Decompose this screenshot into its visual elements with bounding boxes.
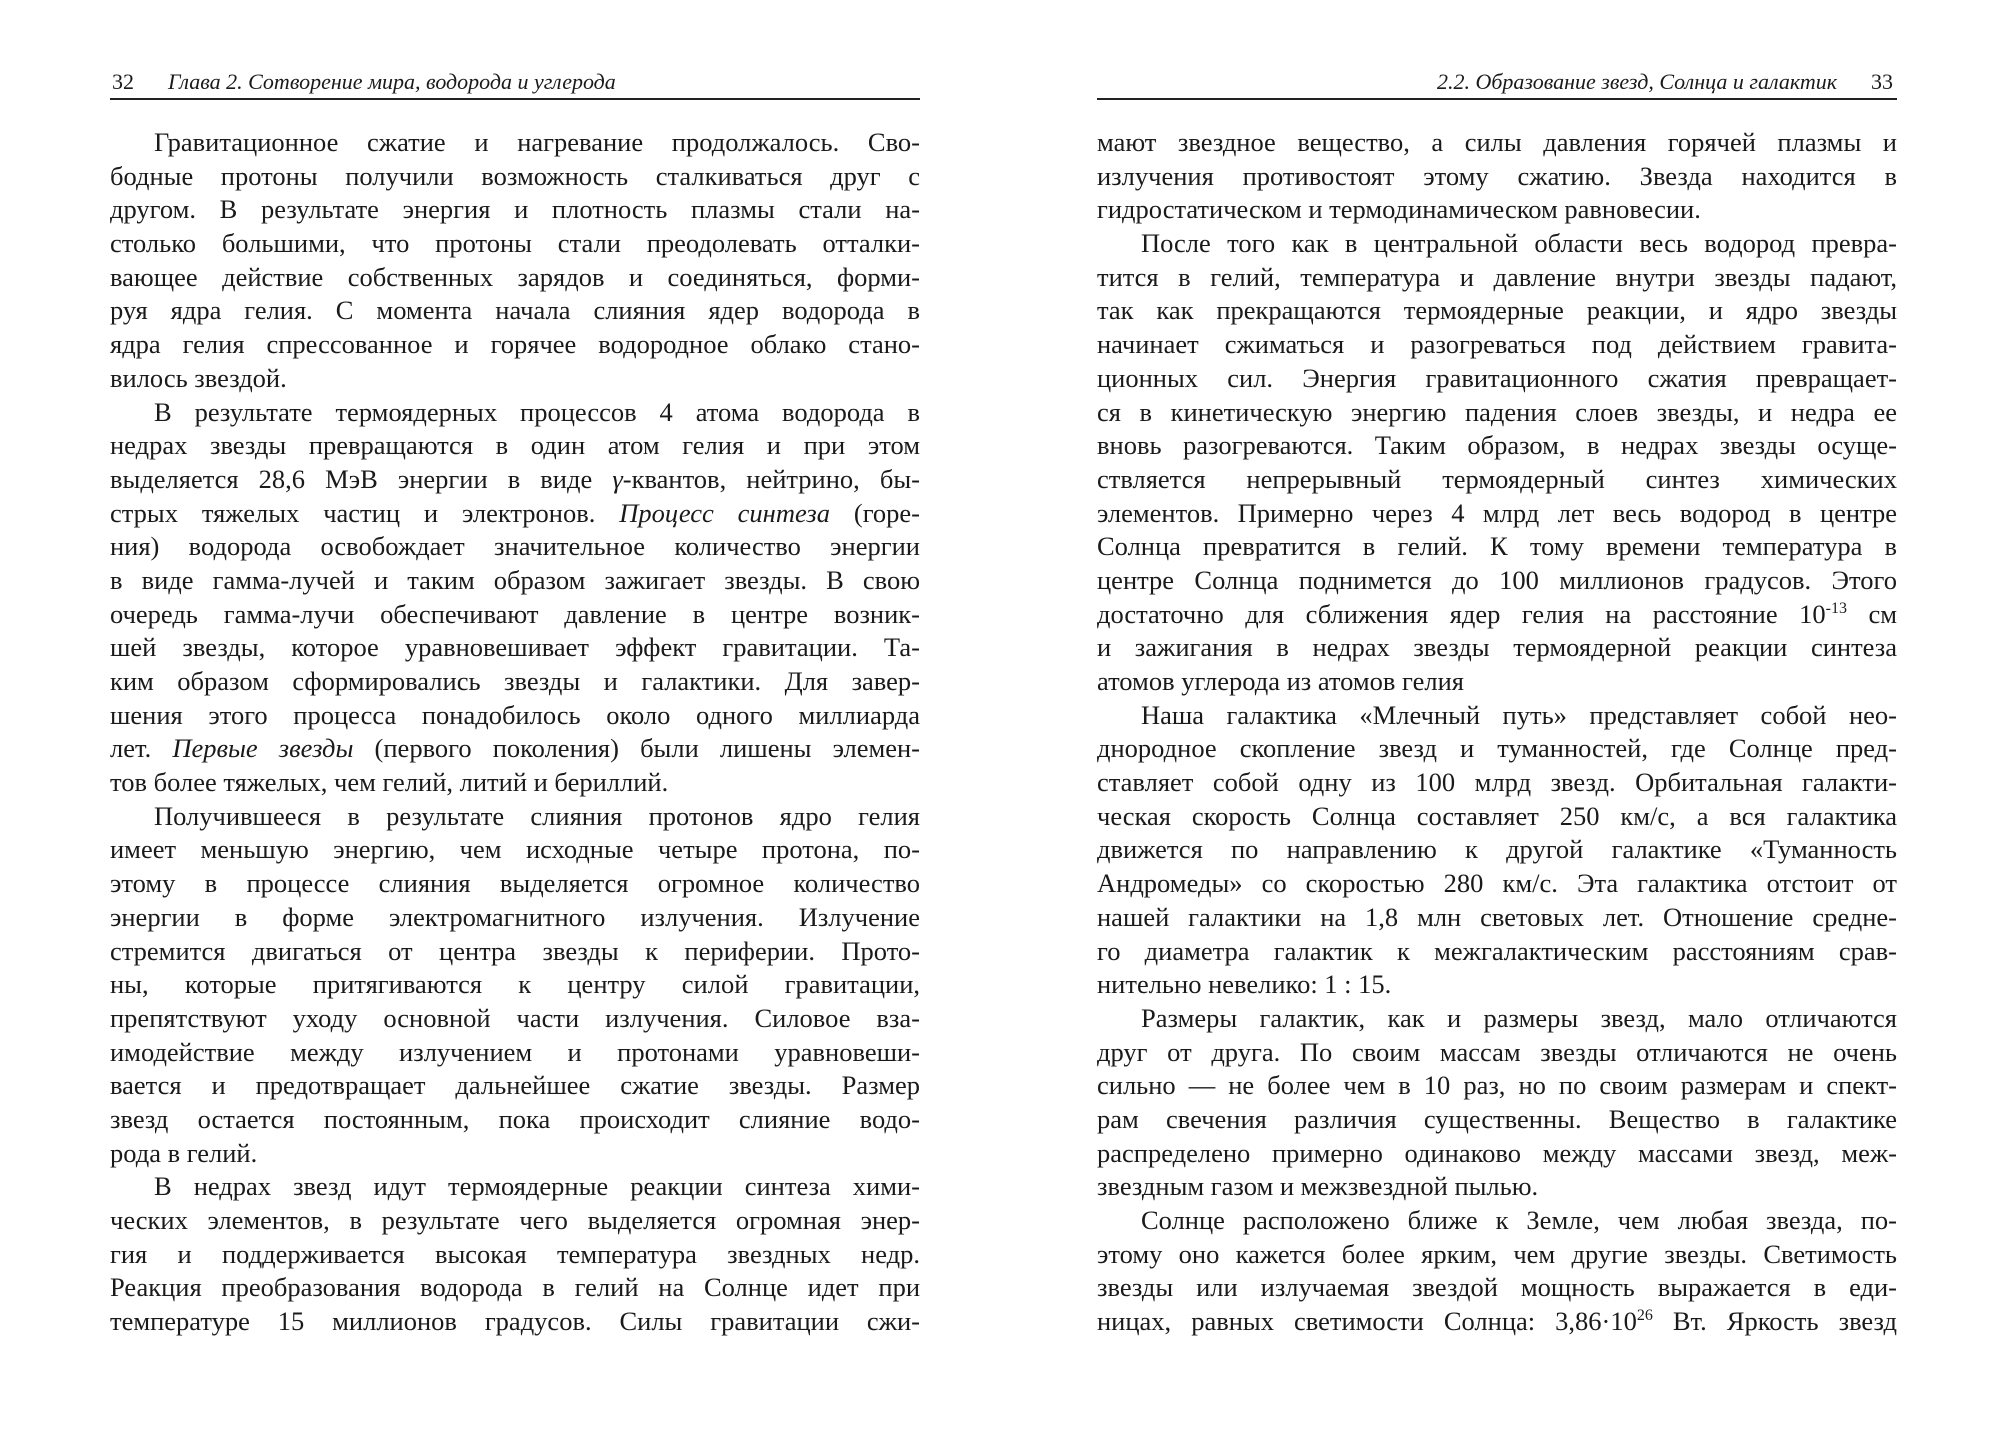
right-page [1000,0,2000,1448]
text-run: тится в гелий, температура и давление внутри звезды падают, [1097,261,1897,292]
text-run: см [1846,598,1897,629]
text-line [1097,732,1897,766]
text-line [1097,1170,1897,1204]
text-run: (горе- [829,497,920,528]
text-run: этому оно кажется более ярким, чем другие звезды. Светимость [1097,1238,1897,1269]
text-run: препятствуют уходу основной части излучения. Силовое вза- [110,1002,920,1033]
text-line [1097,665,1897,699]
text-run: стремится двигаться от центра звезды к периферии. Прото- [110,935,920,966]
text-run: излучения противостоят этому сжатию. Звезда находится в [1097,160,1897,191]
text-run: очередь гамма-лучи обеспечивают давление в центре возник- [110,598,920,629]
text-line [110,1036,920,1070]
text-line [110,294,920,328]
text-run: стрых тяжелых частиц и электронов. [110,497,620,528]
text-line [1097,598,1897,632]
text-line [1097,564,1897,598]
text-line [1097,1137,1897,1171]
text-line [1097,1069,1897,1103]
text-line [1097,530,1897,564]
text-line [110,968,920,1002]
text-line [110,160,920,194]
text-run: звездным газом и межзвездной пылью. [1097,1171,1539,1202]
text-line [110,631,920,665]
text-line [1097,1204,1897,1238]
text-run: звезд остается постоянным, пока происходит слияние водо- [110,1103,920,1134]
text-run: ким образом сформировались звезды и галактики. Для завер- [110,666,920,696]
text-run: днородное скопление звезд и туманностей, где Солнце пред- [1097,733,1897,764]
text-line [110,126,920,160]
text-run: центре Солнца поднимется до 100 миллионов градусов. Этого [1097,564,1897,595]
text-run: имодействие между излучением и протонами уравновеши- [110,1036,920,1067]
text-line [110,328,920,362]
italic-term: Первые звезды [172,733,354,764]
text-run: руя ядра гелия. С момента начала слияния ядер водорода в [110,295,920,326]
text-line [1097,935,1897,969]
text-run: лет. [110,733,173,764]
text-run: ставляет собой одну из 100 млрд звезд. Орбитальная галакти- [1097,767,1897,798]
text-line [110,766,920,800]
text-run: Андромеды» со скоростью 280 км/с. Эта галактика отстоит от [1097,868,1897,899]
text-line [110,800,920,834]
text-run: распределено примерно одинаково между массами звезд, меж- [1097,1137,1897,1168]
text-run: и зажигания в недрах звезды термоядерной реакции синтеза [1097,632,1897,663]
text-run: Получившееся в результате слияния протонов ядро гелия [154,800,920,831]
text-run: сильно — не более чем в 10 раз, но по своим размерам и спект- [1097,1070,1897,1101]
italic-term: γ [612,463,623,494]
text-line [110,530,920,564]
text-run: гия и поддерживается высокая температура звездных недр. [110,1238,920,1269]
page-number: 32 [112,69,134,94]
text-line [110,463,920,497]
text-line [1097,867,1897,901]
text-line [1097,126,1897,160]
text-run: шения этого процесса понадобилось около одного миллиарда [110,699,920,730]
text-run: вающее действие собственных зарядов и соединяться, форми- [110,261,920,292]
text-run: ния) водорода освобождает значительное количество энергии [110,531,920,562]
text-run: го диаметра галактик к межгалактическим расстояниям срав- [1097,935,1897,966]
text-run: недрах звезды превращаются в один атом гелия и при этом [110,430,920,461]
text-line [1097,1036,1897,1070]
text-run: вилось звездой. [110,362,287,393]
text-run: нительно невелико: 1 : 15. [1097,969,1392,1000]
text-line [1097,1238,1897,1272]
page-body [1097,126,1897,1339]
text-line [110,1002,920,1036]
text-run: элементов. Примерно через 4 млрд лет весь водород в центре [1097,497,1897,528]
text-line [110,261,920,295]
text-run: вновь разогреваются. Таким образом, в недрах звезды осуще- [1097,430,1897,461]
text-run: достаточно для сближения ядер гелия на расстояние 10 [1097,598,1826,629]
text-run: имеет меньшую энергию, чем исходные четыре протона, по- [110,834,920,865]
text-run: нашей галактики на 1,8 млн световых лет. Отношение средне- [1097,901,1897,932]
text-run: в виде гамма-лучей и таким образом зажигает звезды. В свою [110,564,920,595]
text-line [110,665,920,699]
text-line [110,497,920,531]
text-run: Солнце расположено ближе к Земле, чем любая звезда, по- [1141,1205,1897,1235]
text-line [110,1137,920,1171]
text-line [110,901,920,935]
text-run: движется по направлению к другой галактике «Туманность [1097,834,1897,865]
text-line [1097,833,1897,867]
text-line [110,396,920,430]
text-run: Размеры галактик, как и размеры звезд, мало отличаются [1141,1002,1897,1033]
text-run: этому в процессе слияния выделяется огромное количество [110,868,920,899]
text-line [110,429,920,463]
text-line [1097,362,1897,396]
text-run: (первого поколения) были лишены элемен- [353,733,920,764]
text-run: вается и предотвращает дальнейшее сжатие звезды. Размер [110,1070,920,1101]
chapter-title: Глава 2. Сотворение мира, водорода и углерода [168,69,616,94]
text-line [1097,294,1897,328]
text-run: начинает сжиматься и разогреваться под действием гравита- [1097,329,1897,360]
text-line [1097,631,1897,665]
text-run: ционных сил. Энергия гравитационного сжатия превращает- [1097,362,1897,393]
text-line [1097,160,1897,194]
text-run: Вт. Яркость звезд [1652,1306,1897,1337]
text-line [110,1069,920,1103]
text-run: рам свечения различия существенны. Вещество в галактике [1097,1103,1897,1134]
text-run: -квантов, нейтрино, бы- [622,463,920,494]
text-run: тов более тяжелых, чем гелий, литий и бериллий. [110,767,669,798]
text-line [1097,968,1897,1002]
text-line [110,564,920,598]
text-line [110,1103,920,1137]
text-line [1097,193,1897,227]
text-line [1097,1271,1897,1305]
text-line [110,1305,920,1339]
text-line [110,1271,920,1305]
text-run: Наша галактика «Млечный путь» представляет собой нео- [1141,699,1897,730]
text-line [110,699,920,733]
text-run: температуре 15 миллионов градусов. Силы гравитации сжи- [110,1306,920,1337]
text-run: В результате термоядерных процессов 4 атома водорода в [154,396,920,427]
text-line [1097,766,1897,800]
section-title: 2.2. Образование звезд, Солнца и галактик [1436,69,1837,94]
text-line [1097,1305,1897,1339]
text-line [1097,429,1897,463]
text-run: ны, которые притягиваются к центру силой гравитации, [110,969,920,1000]
text-run: другом. В результате энергия и плотность плазмы стали на- [110,194,920,225]
text-line [110,833,920,867]
text-line [1097,328,1897,362]
text-line [110,732,920,766]
text-line [1097,1002,1897,1036]
text-run: Реакция преобразования водорода в гелий на Солнце идет при [110,1272,920,1303]
text-run: атомов углерода из атомов гелия [1097,666,1464,696]
italic-term: Процесс синтеза [619,497,830,528]
text-line [1097,261,1897,295]
text-run: рода в гелий. [110,1137,258,1168]
text-run: После того как в центральной области весь водород превра- [1141,228,1897,259]
text-line [110,598,920,632]
text-line [1097,800,1897,834]
page-body [110,126,920,1339]
text-run: ствляется непрерывный термоядерный синтез химических [1097,463,1897,494]
exponent: -13 [1825,599,1847,617]
text-line [1097,463,1897,497]
running-header [1097,68,1897,100]
text-run: ческая скорость Солнца составляет 250 км/с, а вся галактика [1097,800,1897,831]
text-line [1097,699,1897,733]
text-run: столько большими, что протоны стали преодолевать отталки- [110,228,920,259]
text-line [110,1170,920,1204]
text-line [110,193,920,227]
text-run: гидростатическом и термодинамическом равновесии. [1097,194,1701,225]
text-line [110,1238,920,1272]
text-run: так как прекращаются термоядерные реакции, и ядро звезды [1097,295,1897,326]
text-run: друг от друга. По своим массам звезды отличаются не очень [1097,1036,1897,1067]
text-line [110,867,920,901]
running-header [110,68,920,100]
text-run: звезды или излучаемая звездой мощность выражается в еди- [1097,1272,1897,1303]
text-run: шей звезды, которое уравновешивает эффект гравитации. Та- [110,632,920,663]
text-run: ядра гелия спрессованное и горячее водородное облако стано- [110,329,920,360]
text-run: В недрах звезд идут термоядерные реакции синтеза хими- [154,1171,920,1202]
text-run: энергии в форме электромагнитного излучения. Излучение [110,901,920,932]
text-run: выделяется 28,6 МэВ энергии в виде [110,463,613,494]
text-line [110,227,920,261]
text-line [1097,901,1897,935]
text-run: ся в кинетическую энергию падения слоев звезды, и недра ее [1097,396,1897,427]
text-line [1097,497,1897,531]
text-line [110,362,920,396]
text-line [1097,1103,1897,1137]
text-run: бодные протоны получили возможность сталкиваться друг с [110,160,920,191]
text-run: мают звездное вещество, а силы давления горячей плазмы и [1097,127,1897,157]
text-line [1097,396,1897,430]
text-run: Солнца превратится в гелий. К тому времени температура в [1097,531,1897,562]
exponent: 26 [1636,1307,1653,1325]
text-line [1097,227,1897,261]
text-line [110,935,920,969]
page-number: 33 [1871,69,1893,94]
text-run: ческих элементов, в результате чего выделяется огромная энер- [110,1205,920,1235]
text-line [110,1204,920,1238]
text-run: Гравитационное сжатие и нагревание продолжалось. Сво- [154,127,920,157]
text-run: ницах, равных светимости Солнца: 3,86·10 [1097,1306,1637,1337]
